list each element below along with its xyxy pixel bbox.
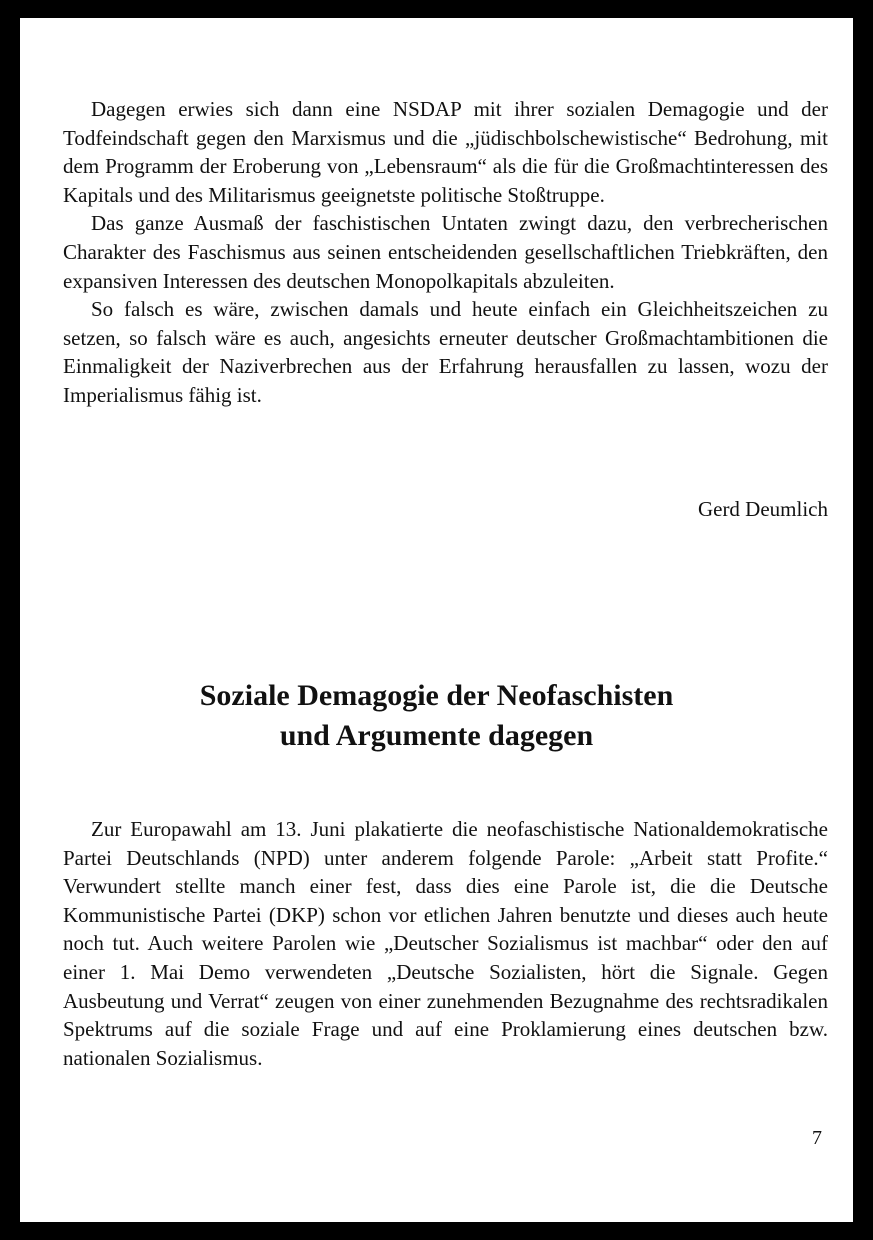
section-title <box>20 676 853 756</box>
author-signature: Gerd Deumlich <box>697 497 828 521</box>
section-title-line-2: und Argumente dagegen <box>279 719 594 752</box>
page-number: 7 <box>812 1127 822 1149</box>
paragraph: Zur Europawahl am 13. Juni plakatierte die neofaschistische Nationaldemokratische Partei Deutschlands (NPD) unter anderem folgende Parole: „Arbeit statt Profite.“ Verwundert stellte manch einer fest, dass dies eine Parole ist, die die Deutsche Kommunistische Partei (DKP) schon vor etlichen Jahren benutzte und dieses auch heute noch tut. Auch weitere Parolen wie „Deutscher Sozialismus ist machbar“ oder den auf einer 1. Mai Demo verwendeten „Deutsche Sozialisten, hört die Signale. Gegen Ausbeutung und Verrat“ zeugen von einer zunehmenden Bezugnahme des rechtsradikalen Spektrums auf die soziale Frage und auf eine Proklamierung eines deutschen bzw. nationalen Sozialismus. <box>63 817 828 1070</box>
article-top-body <box>63 95 828 410</box>
document-page <box>20 18 853 1222</box>
section-title-line-1: Soziale Demagogie der Neofaschisten <box>199 679 674 712</box>
paragraph: Dagegen erwies sich dann eine NSDAP mit ihrer sozialen Demagogie und der Todfeindschaft gegen den Marxismus und die „jüdischbolschewistische“ Bedrohung, mit dem Programm der Eroberung von „Lebensraum“ als die für die Großmachtinteressen des Kapitals und des Militarismus geeignetste politische Stoßtruppe. <box>63 97 828 207</box>
paragraph: Das ganze Ausmaß der faschistischen Untaten zwingt dazu, den verbrecherischen Charakter des Faschismus aus seinen entscheidenden gesellschaftlichen Triebkräften, den expansiven Interessen des deutschen Monopolkapitals abzuleiten. <box>63 211 828 293</box>
article-bottom-body <box>63 815 828 1072</box>
paragraph: So falsch es wäre, zwischen damals und heute einfach ein Gleichheitszeichen zu setzen, so falsch wäre es auch, angesichts erneuter deutscher Großmachtambitionen die Einmaligkeit der Naziverbrechen aus der Erfahrung herausfallen zu lassen, wozu der Imperialismus fähig ist. <box>63 297 828 407</box>
